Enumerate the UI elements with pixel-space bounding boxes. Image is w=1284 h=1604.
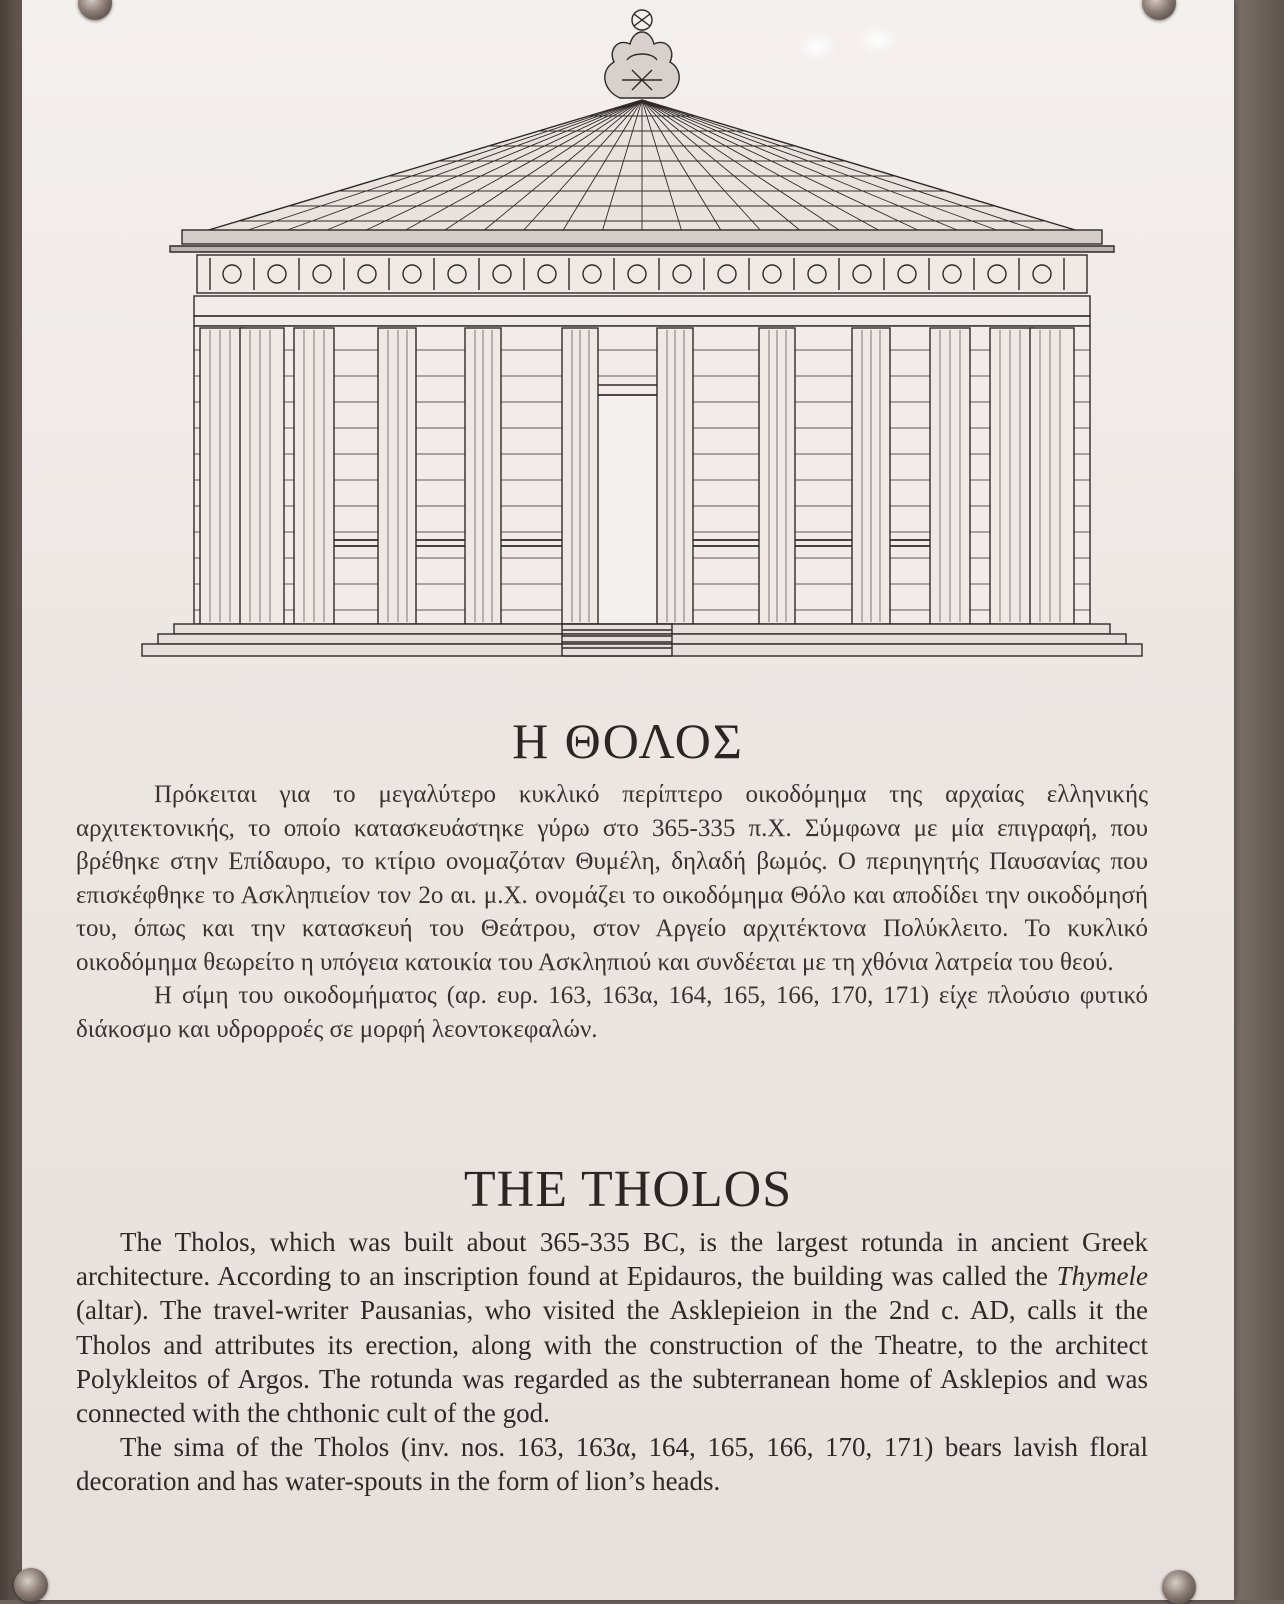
mounting-screw [14, 1568, 48, 1602]
greek-paragraph-2: Η σίμη του οικοδομήματος (αρ. ευρ. 163, 163α, 164, 165, 166, 170, 171) είχε πλούσιο φυτικό διάκοσμο και υδρορροές σε μορφή λεοντοκεφαλών. [76, 982, 1148, 1043]
acroterion-ornament [605, 10, 679, 98]
english-paragraph-1 [76, 1225, 1148, 1430]
greek-title: Η ΘΟΛΟΣ [512, 713, 744, 769]
english-description [76, 1225, 1148, 1499]
english-title: THE THOLOS [463, 1161, 793, 1218]
english-paragraph-1-start: The Tholos, which was built about 365-335 BC, is the largest rotunda in ancient Greek architecture. According to an inscription found at Epidauros, the building was called the [76, 1227, 1148, 1292]
english-paragraph-2: The sima of the Tholos (inv. nos. 163, 163α, 164, 165, 166, 170, 171) bears lavish floral decoration and has water-spouts in the form of lion’s heads. [76, 1432, 1148, 1497]
greek-description [76, 778, 1148, 1046]
thymele-italic: Thymele [1056, 1261, 1148, 1292]
tholos-elevation-drawing [122, 0, 1152, 700]
english-paragraph-1-end: (altar). The travel-writer Pausanias, who visited the Asklepieion in the 2nd c. AD, calls it the Tholos and attributes its erection, along with the construction of the Theatre, to the architect Polykleitos of Argos. The rotunda was regarded as the subterranean home of Asklepios and was connected with the chthonic cult of the god. [76, 1295, 1148, 1429]
information-panel [22, 0, 1234, 1600]
greek-paragraph-1: Πρόκειται για το μεγαλύτερο κυκλικό περίπτερο οικοδόμημα της αρχαίας ελληνικής αρχιτεκτονικής, το οποίο κατασκευάστηκε γύρω στο 365-335 π.Χ. Σύμφωνα με μία επιγραφή, που βρέθηκε στην Επίδαυρο, το κτίριο ονομαζόταν Θυμέλη, δηλαδή βωμός. Ο περιηγητής Παυσανίας που επισκέφθηκε το Ασκληπιείον τον 2ο αι. μ.Χ. ονομάζει το οικοδόμημα Θόλο και αποδίδει την οικοδόμησή του, όπως και την κατασκευή του Θεάτρου, στον Αργείο αρχιτέκτονα Πολύκλειτο. Το κυκλικό οικοδόμημα θεωρείτο η υπόγεια κατοικία του Ασκληπιού και συνδέεται με τη χθόνια λατρεία του θεού. [76, 781, 1148, 976]
mounting-screw [1162, 1570, 1196, 1604]
